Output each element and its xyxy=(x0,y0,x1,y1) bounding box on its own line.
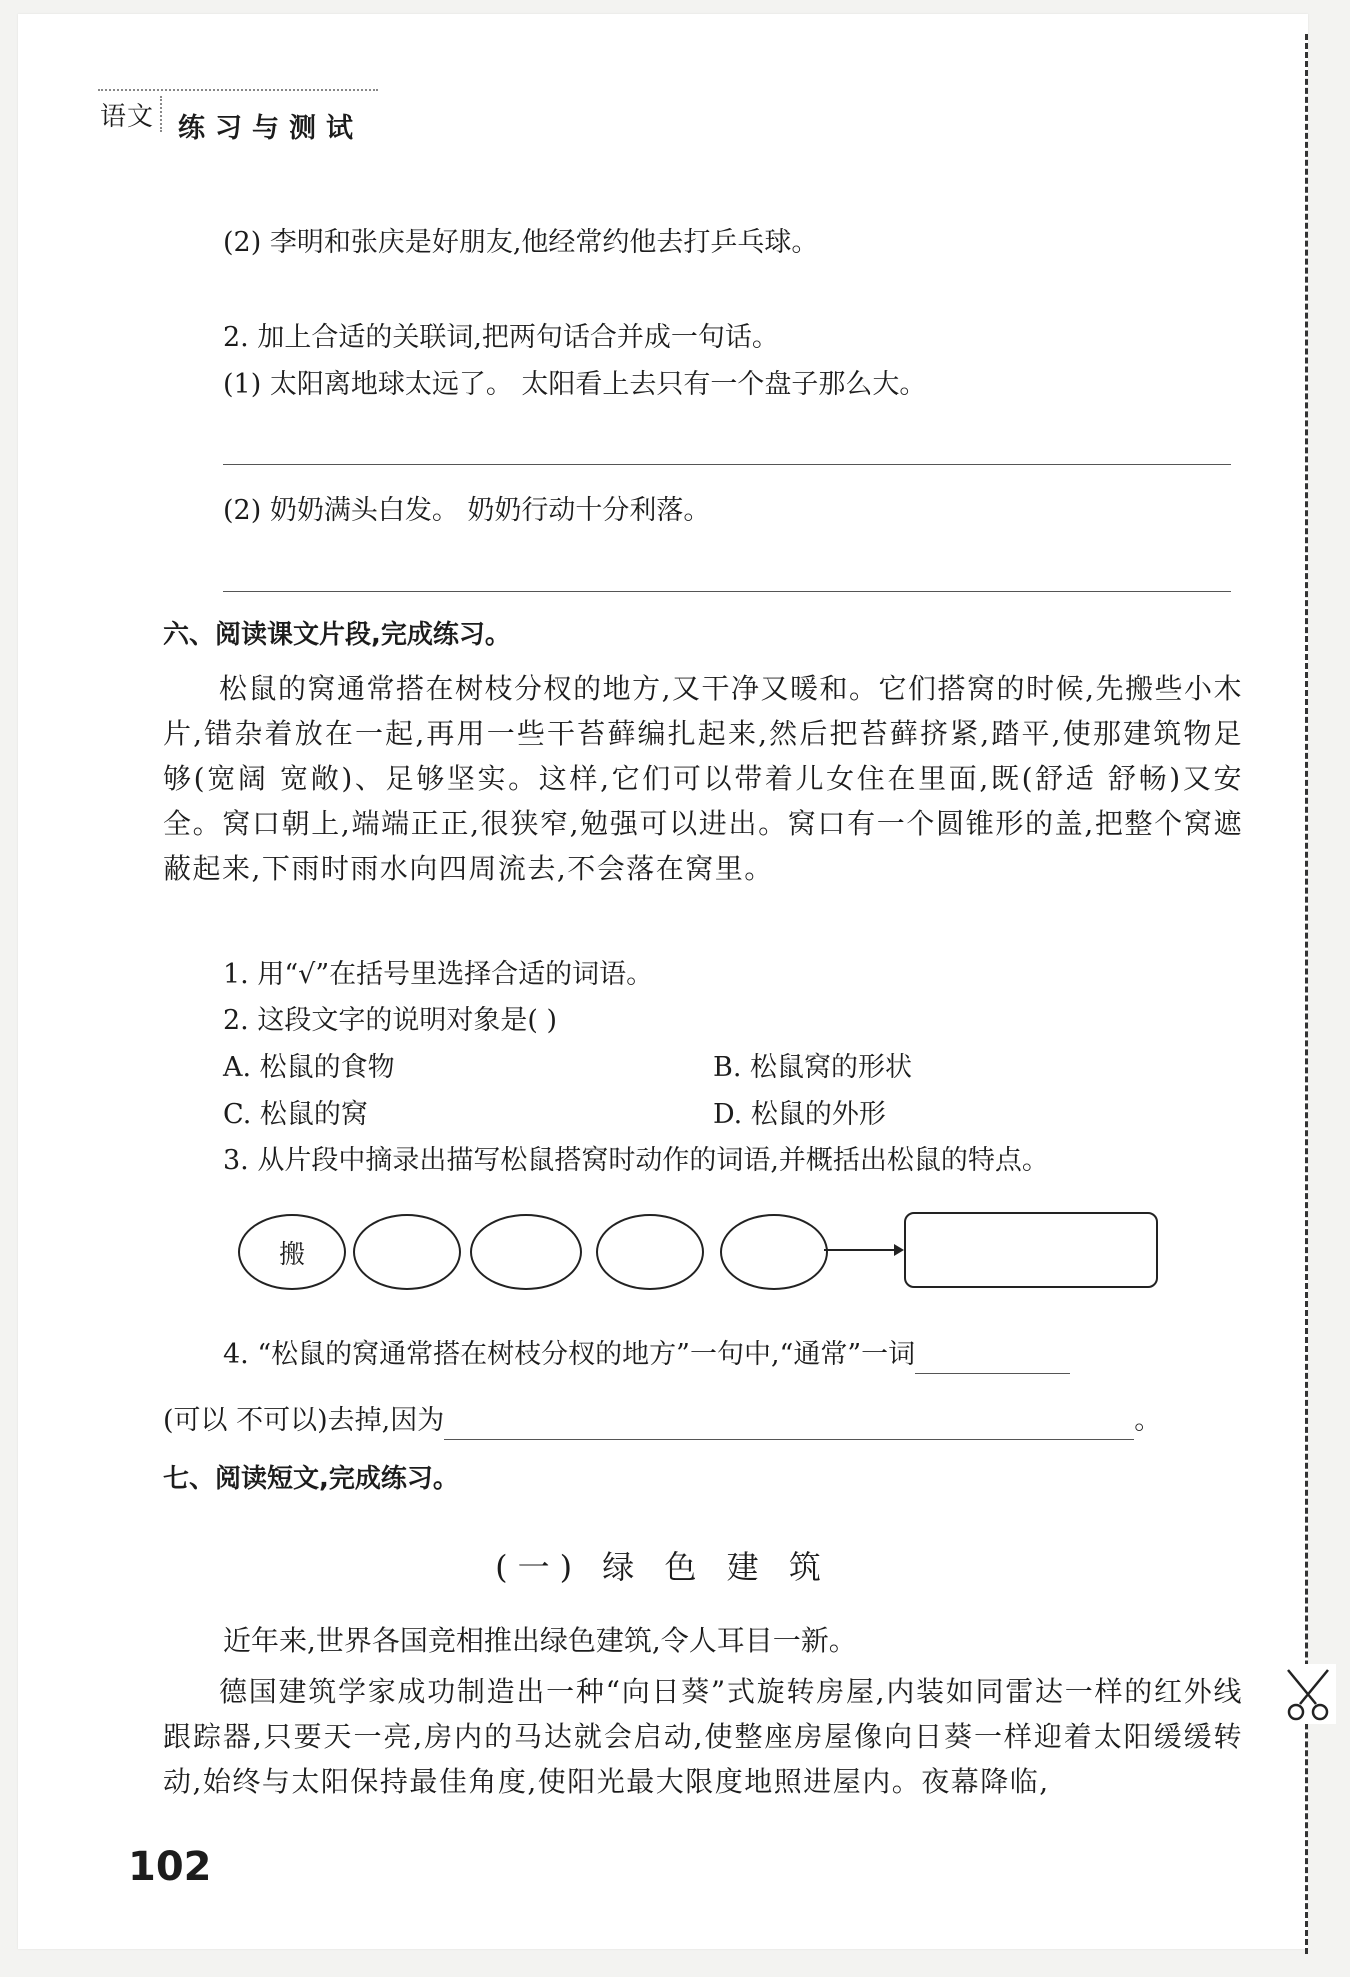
section-6-q3: 3. 从片段中摘录出描写松鼠搭窝时动作的词语,并概括出松鼠的特点。 xyxy=(223,1145,1049,1176)
passage-text xyxy=(163,666,1243,891)
arrow-icon xyxy=(824,1240,904,1260)
option-a[interactable]: A. 松鼠的食物 xyxy=(223,1052,395,1083)
passage-paragraph: 松鼠的窝通常搭在树枝分杈的地方,又干净又暖和。它们搭窝的时候,先搬些小木片,错杂着放在一起,再用一些干苔藓编扎起来,然后把苔藓挤紧,踏平,使那建筑物足够(宽阔 宽敞)、足够坚实。这样,它们可以带着儿女住在里面,既(舒适 舒畅)又安全。窝口朝上,端端正正,很狭窄,勉强可以进出。窝口有一个圆锥形的盖,把整个窝遮蔽起来,下雨时雨水向四周流去,不会落在窝里。 xyxy=(163,672,1243,885)
header-subject: 语文 xyxy=(100,96,162,132)
answer-line[interactable] xyxy=(223,464,1231,465)
question-2-title: 2. 加上合适的关联词,把两句话合并成一句话。 xyxy=(223,322,779,353)
section-6-q4-text: 4. “松鼠的窝通常搭在树枝分杈的地方”一句中,“通常”一词 xyxy=(223,1339,916,1370)
answer-line[interactable] xyxy=(223,591,1231,592)
page-number: 102 xyxy=(128,1844,212,1890)
action-word-oval-blank[interactable] xyxy=(596,1214,704,1290)
question-1-2: (2) 李明和张庆是好朋友,他经常约他去打乒乓球。 xyxy=(223,227,819,258)
article-paragraph-2: 德国建筑学家成功制造出一种“向日葵”式旋转房屋,内装如同雷达一样的红外线跟踪器,只要天一亮,房内的马达就会启动,使整座房屋像向日葵一样迎着太阳缓缓转动,始终与太阳保持最佳角度,使阳光最大限度地照进屋内。夜幕降临, xyxy=(163,1675,1243,1798)
section-6-q2: 2. 这段文字的说明对象是( ) xyxy=(223,1005,557,1036)
option-d[interactable]: D. 松鼠的外形 xyxy=(713,1099,886,1130)
section-6-q4-line1 xyxy=(223,1336,1070,1374)
fill-blank[interactable] xyxy=(915,1343,1070,1374)
action-word-oval-blank[interactable] xyxy=(720,1214,828,1290)
question-2-1: (1) 太阳离地球太远了。 太阳看上去只有一个盘子那么大。 xyxy=(223,369,927,400)
section-6-q1: 1. 用“√”在括号里选择合适的词语。 xyxy=(223,959,654,990)
scissors-icon xyxy=(1280,1664,1336,1724)
section-6-q4-line2 xyxy=(163,1402,1161,1440)
action-word: 搬 xyxy=(278,1239,305,1270)
workbook-page xyxy=(18,14,1308,1949)
section-7-title: 七、阅读短文,完成练习。 xyxy=(163,1464,459,1494)
article-body xyxy=(163,1669,1243,1804)
header-book-title: 练习与测试 xyxy=(178,113,363,144)
action-word-oval-blank[interactable] xyxy=(353,1214,461,1290)
article-title: (一) 绿 色 建 筑 xyxy=(495,1548,831,1586)
action-word-oval-blank[interactable] xyxy=(470,1214,582,1290)
trait-answer-box[interactable] xyxy=(904,1212,1158,1288)
section-6-q4-text-2: (可以 不可以)去掉,因为 xyxy=(163,1405,445,1436)
fill-blank[interactable] xyxy=(444,1409,1134,1440)
article-paragraph-1: 近年来,世界各国竞相推出绿色建筑,令人耳目一新。 xyxy=(223,1624,857,1657)
section-6-title: 六、阅读课文片段,完成练习。 xyxy=(163,620,511,650)
option-b[interactable]: B. 松鼠窝的形状 xyxy=(713,1052,913,1083)
action-word-oval-1 xyxy=(238,1214,346,1290)
option-c[interactable]: C. 松鼠的窝 xyxy=(223,1099,368,1130)
question-2-2: (2) 奶奶满头白发。 奶奶行动十分利落。 xyxy=(223,495,711,526)
period: 。 xyxy=(1134,1405,1162,1436)
